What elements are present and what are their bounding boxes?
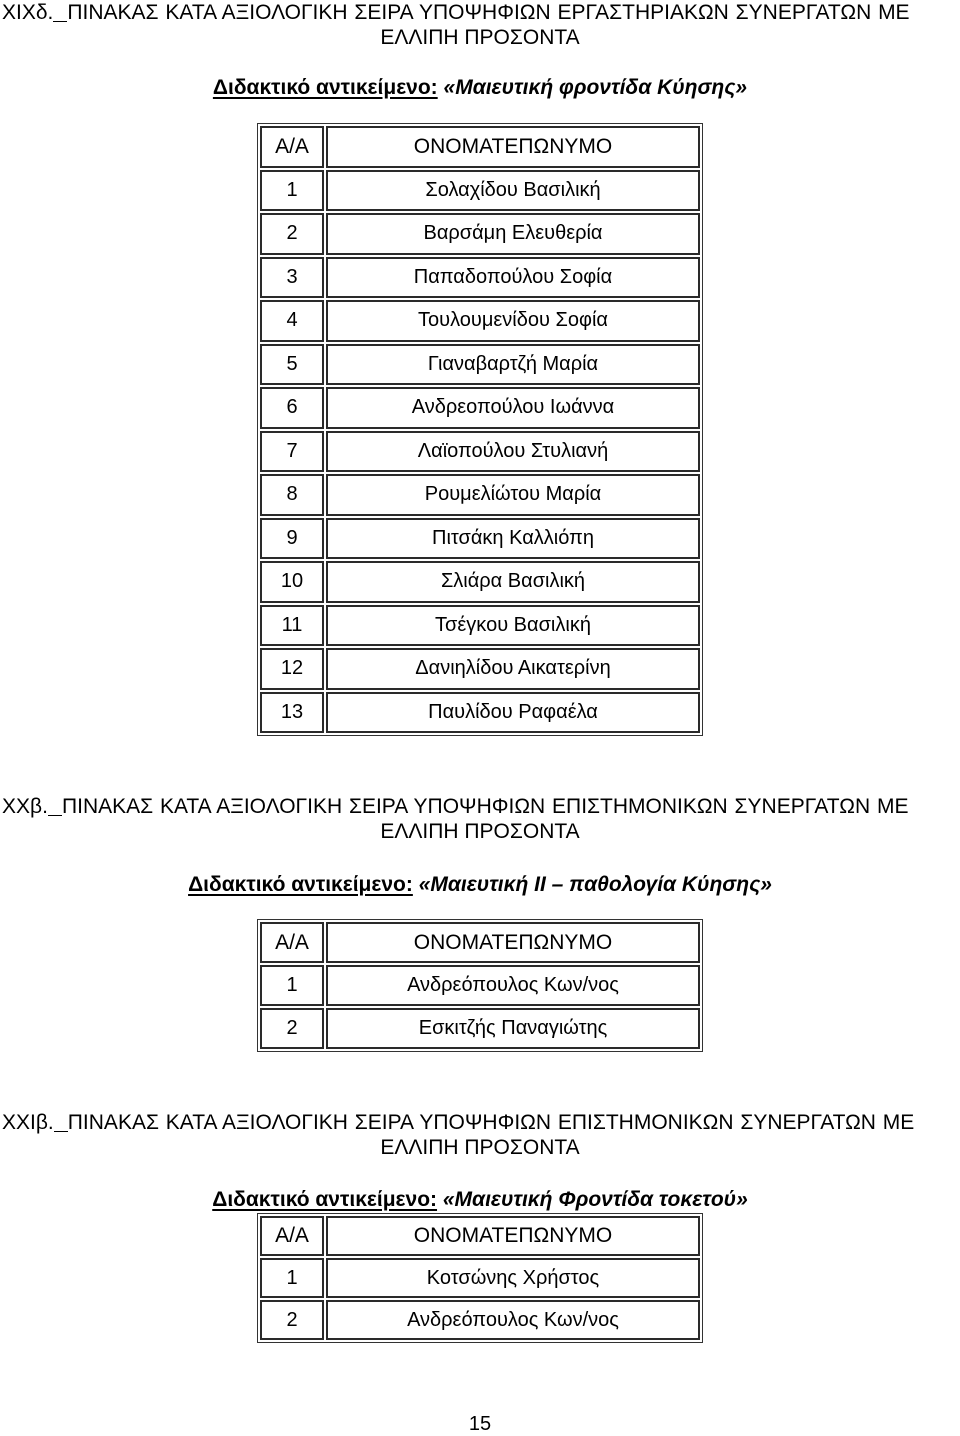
full-name-cell: Γιαναβαρτζή Μαρία [326,344,700,386]
table-row [260,431,700,473]
full-name-cell: Τσέγκου Βασιλική [326,605,700,647]
full-name-cell: Λαϊοπούλου Στυλιανή [326,431,700,473]
course-subject-name: «Μαιευτική ΙΙ – παθολογία Κύησης» [418,873,772,896]
full-name-cell: Πιτσάκη Καλλιόπη [326,518,700,560]
course-subject [0,75,960,101]
table-row [260,1300,700,1340]
table-row [260,518,700,560]
full-name-cell: Ανδρεόπουλος Κων/νος [326,965,700,1006]
candidates-table [257,123,703,736]
full-name-cell: Σλιάρα Βασιλική [326,561,700,603]
full-name-cell: Παυλίδου Ραφαέλα [326,692,700,734]
serial-number-cell: 12 [260,648,324,690]
serial-number-cell: 7 [260,431,324,473]
full-name-cell: Ανδρεοπούλου Ιωάννα [326,387,700,429]
course-subject [0,872,960,898]
serial-number-cell: 1 [260,170,324,212]
table-row [260,1008,700,1049]
section-title-line [0,794,960,819]
serial-number-cell: 2 [260,1008,324,1049]
full-name-header: ΟΝΟΜΑΤΕΠΩΝΥΜΟ [326,1216,700,1256]
underline-gap [48,814,62,816]
table-row [260,692,700,734]
table-row [260,344,700,386]
section-title-continuation: ΕΛΛΙΠΗ ΠΡΟΣΟΝΤΑ [380,1136,580,1159]
page-number: 15 [468,1413,492,1435]
serial-number-cell: 2 [260,213,324,255]
table-row [260,474,700,516]
table-header-row [260,922,700,963]
table-row [260,170,700,212]
serial-number-cell: 13 [260,692,324,734]
serial-number-cell: 10 [260,561,324,603]
serial-number-header: Α/Α [260,922,324,963]
serial-number-cell: 9 [260,518,324,560]
course-subject [0,1187,960,1213]
section-title-continuation: ΕΛΛΙΠΗ ΠΡΟΣΟΝΤΑ [380,820,580,843]
full-name-cell: Εσκιτζής Παναγιώτης [326,1008,700,1049]
serial-number-cell: 5 [260,344,324,386]
course-subject-name: «Μαιευτική φροντίδα Κύησης» [443,76,748,99]
section-number: ΧΙΧδ. [2,1,54,24]
table-header-row [260,126,700,168]
section-title: ΠΙΝΑΚΑΣ ΚΑΤΑ ΑΞΙΟΛΟΓΙΚΗ ΣΕΙΡΑ ΥΠΟΨΗΦΙΩΝ ΕΠΙΣΤΗΜΟΝΙΚΩΝ ΣΥΝΕΡΓΑΤΩΝ ΜΕ [67,1111,915,1134]
course-subject-name: «Μαιευτική Φροντίδα τοκετού» [442,1188,748,1211]
full-name-cell: Παπαδοπούλου Σοφία [326,257,700,299]
serial-number-cell: 2 [260,1300,324,1340]
table-row [260,965,700,1006]
table-header-row [260,1216,700,1256]
candidates-table [257,919,703,1052]
serial-number-cell: 6 [260,387,324,429]
underline-gap [53,20,67,22]
serial-number-cell: 3 [260,257,324,299]
table-row [260,1258,700,1298]
section-title-continuation: ΕΛΛΙΠΗ ΠΡΟΣΟΝΤΑ [380,26,580,49]
full-name-cell: Σολαχίδου Βασιλική [326,170,700,212]
table-row [260,300,700,342]
section-heading [0,1110,960,1160]
section-title: ΠΙΝΑΚΑΣ ΚΑΤΑ ΑΞΙΟΛΟΓΙΚΗ ΣΕΙΡΑ ΥΠΟΨΗΦΙΩΝ ΕΠΙΣΤΗΜΟΝΙΚΩΝ ΣΥΝΕΡΓΑΤΩΝ ΜΕ [61,795,909,818]
full-name-cell: Δανιηλίδου Αικατερίνη [326,648,700,690]
serial-number-header: Α/Α [260,126,324,168]
serial-number-header: Α/Α [260,1216,324,1256]
table-row [260,561,700,603]
course-subject-label: Διδακτικό αντικείμενο: [212,1188,438,1211]
table-row [260,213,700,255]
table-row [260,257,700,299]
course-subject-label: Διδακτικό αντικείμενο: [212,76,438,99]
serial-number-cell: 1 [260,965,324,1006]
full-name-cell: Βαρσάμη Ελευθερία [326,213,700,255]
underline-gap [54,1130,68,1132]
serial-number-cell: 11 [260,605,324,647]
full-name-cell: Ανδρεόπουλος Κων/νος [326,1300,700,1340]
full-name-cell: Τουλουμενίδου Σοφία [326,300,700,342]
serial-number-cell: 8 [260,474,324,516]
candidates-table [257,1213,703,1343]
table-row [260,648,700,690]
section-number: ΧΧΙβ. [2,1111,54,1134]
section-heading [0,794,960,844]
section-title: ΠΙΝΑΚΑΣ ΚΑΤΑ ΑΞΙΟΛΟΓΙΚΗ ΣΕΙΡΑ ΥΠΟΨΗΦΙΩΝ ΕΡΓΑΣΤΗΡΙΑΚΩΝ ΣΥΝΕΡΓΑΤΩΝ ΜΕ [67,1,910,24]
table-row [260,605,700,647]
serial-number-cell: 4 [260,300,324,342]
section-title-line [0,1110,960,1135]
course-subject-label: Διδακτικό αντικείμενο: [188,873,413,896]
section-title-line [0,0,960,25]
full-name-cell: Κοτσώνης Χρήστος [326,1258,700,1298]
serial-number-cell: 1 [260,1258,324,1298]
section-heading [0,0,960,50]
table-row [260,387,700,429]
full-name-cell: Ρουμελίώτου Μαρία [326,474,700,516]
full-name-header: ΟΝΟΜΑΤΕΠΩΝΥΜΟ [326,922,700,963]
section-number: ΧΧβ. [2,795,48,818]
full-name-header: ΟΝΟΜΑΤΕΠΩΝΥΜΟ [326,126,700,168]
